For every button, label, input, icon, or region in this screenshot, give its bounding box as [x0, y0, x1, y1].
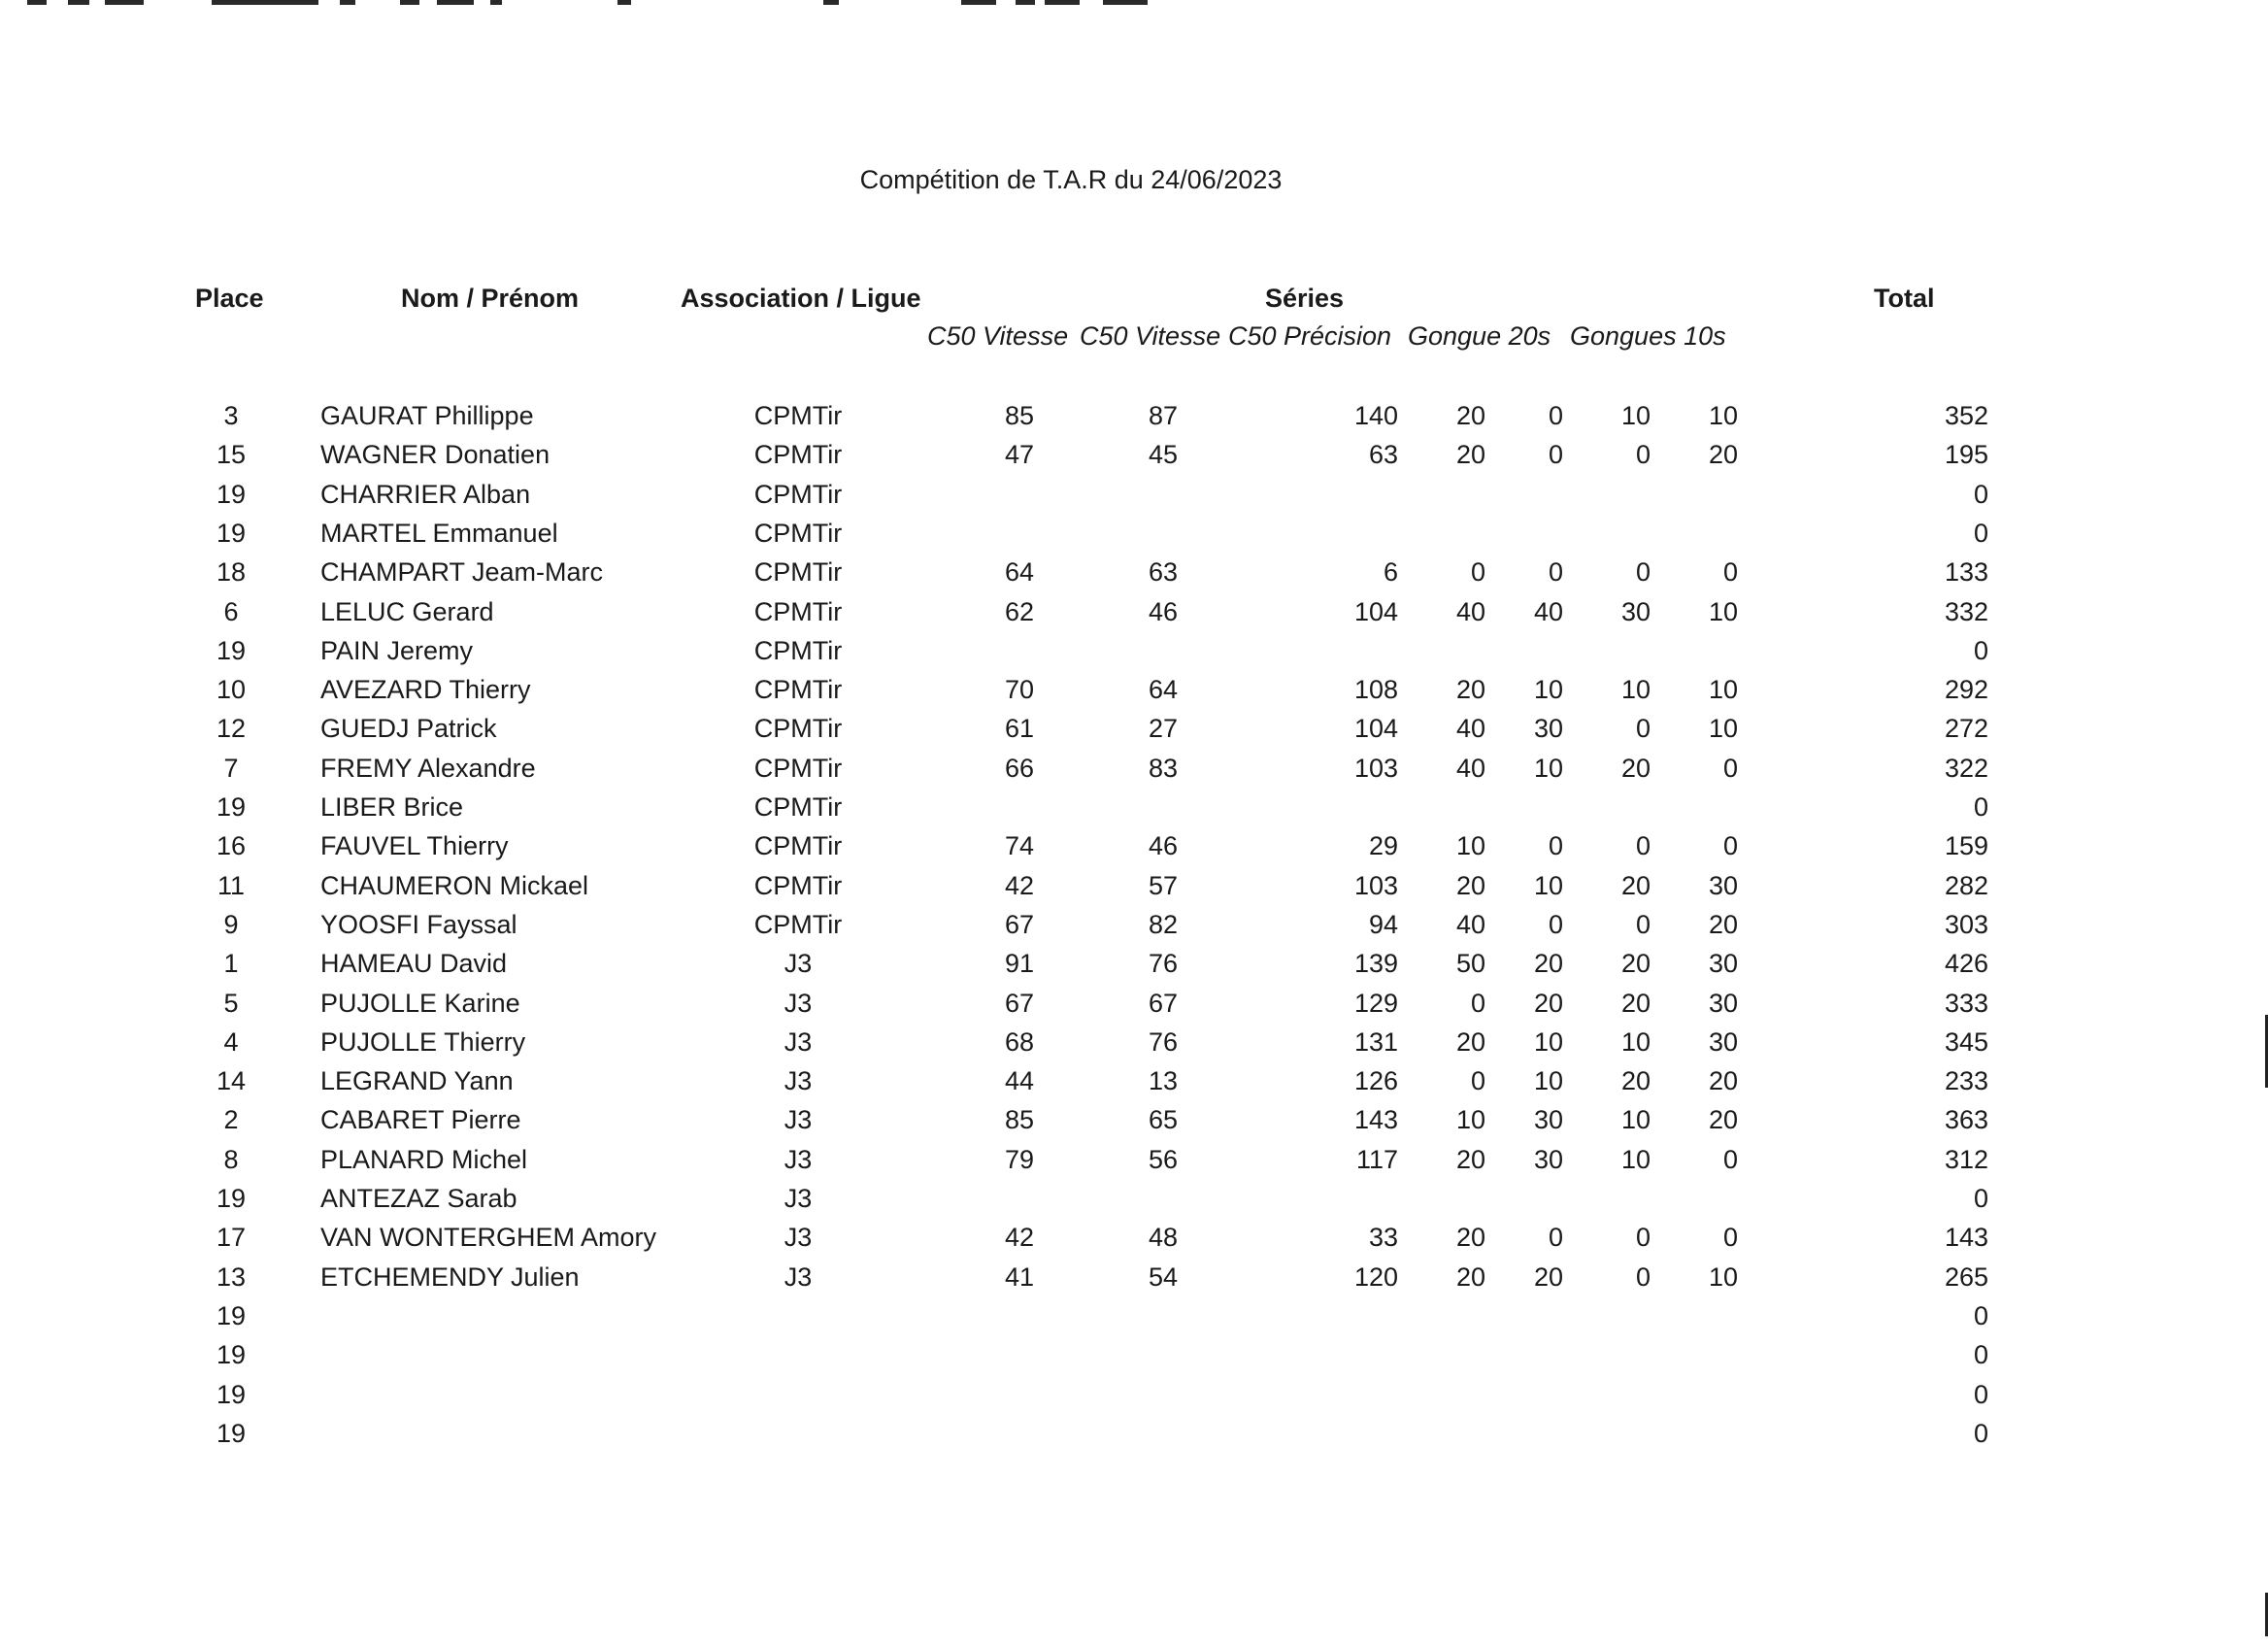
cell-association: CPMTir: [753, 754, 843, 783]
cell-gongue-20s-2: 0: [1548, 440, 1563, 469]
cell-total: 345: [1944, 1027, 1988, 1057]
cell-c50-vitesse-2: 63: [1148, 557, 1179, 587]
subheader-c50-precision: C50 Précision: [1228, 321, 1392, 351]
cell-gongues-10s-1: 30: [1620, 597, 1651, 626]
cell-name: PLANARD Michel: [320, 1145, 528, 1174]
table-row: [0, 708, 2268, 747]
cell-place: 8: [223, 1145, 239, 1174]
cell-gongues-10s-2: 20: [1708, 440, 1738, 469]
cell-c50-vitesse-2: 76: [1148, 1027, 1179, 1057]
cell-gongue-20s-1: 20: [1455, 675, 1485, 704]
cell-association: J3: [784, 949, 813, 978]
cell-total: 363: [1944, 1105, 1988, 1134]
cell-place: 17: [216, 1223, 247, 1252]
cell-c50-vitesse-1: 61: [1004, 714, 1035, 743]
subheader-c50-vitesse-1: C50 Vitesse: [927, 321, 1069, 351]
cell-total: 322: [1944, 754, 1988, 783]
cell-association: J3: [784, 989, 813, 1018]
cell-gongue-20s-1: 0: [1470, 557, 1485, 587]
subheader-gongues-10s: Gongues 10s: [1570, 321, 1726, 351]
cell-c50-precision: 103: [1353, 754, 1398, 783]
cell-place: 19: [216, 792, 247, 822]
table-row: [0, 513, 2268, 552]
cell-place: 5: [223, 989, 239, 1018]
cell-c50-vitesse-2: 54: [1148, 1262, 1179, 1292]
cell-gongue-20s-1: 20: [1455, 440, 1485, 469]
cell-name: CHARRIER Alban: [320, 480, 531, 509]
cell-gongue-20s-2: 10: [1533, 1066, 1563, 1095]
cell-name: LIBER Brice: [320, 792, 464, 822]
header-place: Place: [195, 284, 264, 313]
scan-edge-mark: [27, 0, 47, 5]
cell-c50-vitesse-1: 79: [1004, 1145, 1035, 1174]
cell-total: 282: [1944, 871, 1988, 900]
table-row: [0, 1374, 2268, 1413]
cell-place: 19: [216, 1419, 247, 1448]
cell-gongue-20s-1: 20: [1455, 1262, 1485, 1292]
table-row: [0, 395, 2268, 434]
table-row: [0, 630, 2268, 669]
cell-gongues-10s-2: 0: [1722, 831, 1738, 860]
cell-association: CPMTir: [753, 519, 843, 548]
cell-association: J3: [784, 1105, 813, 1134]
cell-gongues-10s-1: 20: [1620, 871, 1651, 900]
cell-association: J3: [784, 1066, 813, 1095]
cell-c50-vitesse-2: 56: [1148, 1145, 1179, 1174]
cell-c50-precision: 33: [1368, 1223, 1398, 1252]
cell-total: 312: [1944, 1145, 1988, 1174]
cell-name: GAURAT Phillippe: [320, 401, 534, 430]
table-row: [0, 904, 2268, 943]
cell-name: HAMEAU David: [320, 949, 508, 978]
cell-c50-precision: 104: [1353, 597, 1398, 626]
cell-gongue-20s-2: 0: [1548, 557, 1563, 587]
cell-c50-vitesse-2: 67: [1148, 989, 1179, 1018]
cell-gongues-10s-1: 0: [1635, 910, 1651, 939]
cell-gongue-20s-2: 10: [1533, 871, 1563, 900]
cell-c50-vitesse-2: 13: [1148, 1066, 1179, 1095]
cell-c50-vitesse-1: 91: [1004, 949, 1035, 978]
cell-gongues-10s-2: 10: [1708, 1262, 1738, 1292]
cell-gongues-10s-1: 0: [1635, 440, 1651, 469]
table-row: [0, 591, 2268, 630]
cell-name: LEGRAND Yann: [320, 1066, 514, 1095]
cell-place: 18: [216, 557, 247, 587]
cell-total: 333: [1944, 989, 1988, 1018]
cell-gongue-20s-2: 10: [1533, 675, 1563, 704]
cell-gongue-20s-1: 0: [1470, 1066, 1485, 1095]
cell-c50-precision: 104: [1353, 714, 1398, 743]
cell-gongue-20s-2: 40: [1533, 597, 1563, 626]
cell-name: WAGNER Donatien: [320, 440, 550, 469]
cell-c50-vitesse-1: 42: [1004, 1223, 1035, 1252]
table-row: [0, 1139, 2268, 1178]
cell-c50-precision: 103: [1353, 871, 1398, 900]
scan-edge-mark: [1103, 0, 1148, 5]
cell-gongue-20s-1: 20: [1455, 1145, 1485, 1174]
cell-place: 13: [216, 1262, 247, 1292]
table-row: [0, 943, 2268, 982]
cell-place: 3: [223, 401, 239, 430]
cell-total: 0: [1973, 636, 1988, 665]
cell-total: 0: [1973, 1419, 1988, 1448]
cell-c50-vitesse-2: 87: [1148, 401, 1179, 430]
cell-gongue-20s-1: 0: [1470, 989, 1485, 1018]
scan-edge-mark: [1045, 0, 1080, 5]
cell-c50-precision: 139: [1353, 949, 1398, 978]
cell-name: CABARET Pierre: [320, 1105, 521, 1134]
subheader-c50-vitesse-2: C50 Vitesse: [1080, 321, 1221, 351]
cell-total: 143: [1944, 1223, 1988, 1252]
cell-gongues-10s-1: 10: [1620, 1145, 1651, 1174]
cell-gongues-10s-1: 0: [1635, 1223, 1651, 1252]
table-row: [0, 1178, 2268, 1217]
cell-c50-vitesse-1: 62: [1004, 597, 1035, 626]
cell-gongues-10s-2: 20: [1708, 910, 1738, 939]
scan-edge-mark: [340, 0, 355, 5]
cell-association: CPMTir: [753, 675, 843, 704]
cell-name: CHAUMERON Mickael: [320, 871, 589, 900]
cell-gongues-10s-2: 10: [1708, 597, 1738, 626]
cell-c50-vitesse-2: 46: [1148, 597, 1179, 626]
cell-c50-precision: 120: [1353, 1262, 1398, 1292]
cell-association: J3: [784, 1145, 813, 1174]
cell-gongues-10s-2: 20: [1708, 1105, 1738, 1134]
cell-c50-vitesse-2: 76: [1148, 949, 1179, 978]
cell-association: CPMTir: [753, 480, 843, 509]
cell-c50-precision: 117: [1355, 1145, 1398, 1174]
cell-name: PAIN Jeremy: [320, 636, 474, 665]
cell-gongues-10s-1: 10: [1620, 401, 1651, 430]
cell-place: 9: [223, 910, 239, 939]
cell-gongues-10s-1: 10: [1620, 675, 1651, 704]
cell-c50-vitesse-1: 42: [1004, 871, 1035, 900]
scan-edge-mark: [617, 0, 631, 5]
cell-c50-vitesse-2: 45: [1148, 440, 1179, 469]
cell-c50-precision: 126: [1353, 1066, 1398, 1095]
cell-total: 0: [1973, 1380, 1988, 1409]
table-row: [0, 865, 2268, 904]
cell-gongue-20s-2: 0: [1548, 1223, 1563, 1252]
table-row: [0, 983, 2268, 1022]
cell-c50-vitesse-2: 64: [1148, 675, 1179, 704]
cell-total: 0: [1973, 1184, 1988, 1213]
cell-gongues-10s-2: 30: [1708, 871, 1738, 900]
table-row: [0, 748, 2268, 787]
cell-c50-vitesse-1: 85: [1004, 401, 1035, 430]
cell-place: 19: [216, 1184, 247, 1213]
cell-total: 0: [1973, 1340, 1988, 1369]
cell-c50-vitesse-1: 44: [1004, 1066, 1035, 1095]
header-series: Séries: [1265, 284, 1345, 313]
subheader-gongue-20s: Gongue 20s: [1408, 321, 1551, 351]
cell-gongues-10s-1: 20: [1620, 949, 1651, 978]
cell-gongues-10s-2: 0: [1722, 754, 1738, 783]
scan-edge-mark: [68, 0, 89, 5]
cell-total: 0: [1973, 1301, 1988, 1330]
cell-total: 233: [1944, 1066, 1988, 1095]
cell-total: 332: [1944, 597, 1988, 626]
cell-gongue-20s-2: 30: [1533, 1145, 1563, 1174]
cell-gongues-10s-2: 30: [1708, 989, 1738, 1018]
cell-gongue-20s-1: 20: [1455, 1223, 1485, 1252]
cell-association: CPMTir: [753, 401, 843, 430]
cell-gongues-10s-2: 10: [1708, 675, 1738, 704]
cell-c50-precision: 140: [1353, 401, 1398, 430]
cell-gongue-20s-1: 20: [1455, 871, 1485, 900]
cell-c50-precision: 108: [1353, 675, 1398, 704]
cell-gongue-20s-2: 30: [1533, 1105, 1563, 1134]
table-row: [0, 1257, 2268, 1295]
cell-name: LELUC Gerard: [320, 597, 494, 626]
cell-c50-vitesse-2: 65: [1148, 1105, 1179, 1134]
table-row: [0, 669, 2268, 708]
table-row: [0, 1060, 2268, 1099]
scan-edge-mark: [490, 0, 502, 5]
cell-association: CPMTir: [753, 910, 843, 939]
cell-gongue-20s-2: 10: [1533, 1027, 1563, 1057]
cell-gongues-10s-1: 0: [1635, 557, 1651, 587]
cell-association: CPMTir: [753, 440, 843, 469]
cell-gongue-20s-1: 20: [1455, 1027, 1485, 1057]
cell-total: 303: [1944, 910, 1988, 939]
cell-c50-vitesse-1: 66: [1004, 754, 1035, 783]
cell-gongues-10s-1: 20: [1620, 989, 1651, 1018]
cell-c50-vitesse-2: 27: [1148, 714, 1179, 743]
cell-gongue-20s-2: 0: [1548, 910, 1563, 939]
cell-c50-vitesse-2: 46: [1148, 831, 1179, 860]
cell-c50-vitesse-1: 74: [1004, 831, 1035, 860]
table-row: [0, 474, 2268, 513]
table-row: [0, 552, 2268, 590]
cell-gongues-10s-1: 0: [1635, 1262, 1651, 1292]
cell-association: CPMTir: [753, 831, 843, 860]
cell-gongues-10s-2: 0: [1722, 557, 1738, 587]
cell-name: VAN WONTERGHEM Amory: [320, 1223, 657, 1252]
cell-association: CPMTir: [753, 636, 843, 665]
scan-edge-mark: [400, 0, 419, 5]
cell-gongues-10s-2: 10: [1708, 401, 1738, 430]
cell-gongue-20s-2: 10: [1533, 754, 1563, 783]
cell-name: PUJOLLE Karine: [320, 989, 520, 1018]
cell-total: 272: [1944, 714, 1988, 743]
cell-gongues-10s-1: 20: [1620, 754, 1651, 783]
cell-gongues-10s-2: 30: [1708, 1027, 1738, 1057]
cell-c50-precision: 129: [1353, 989, 1398, 1018]
cell-place: 1: [223, 949, 239, 978]
document-title: Compétition de T.A.R du 24/06/2023: [859, 165, 1283, 194]
cell-c50-vitesse-1: 64: [1004, 557, 1035, 587]
cell-place: 4: [223, 1027, 239, 1057]
cell-association: CPMTir: [753, 871, 843, 900]
table-row: [0, 1334, 2268, 1373]
cell-c50-precision: 63: [1368, 440, 1398, 469]
cell-place: 14: [216, 1066, 247, 1095]
table-row: [0, 434, 2268, 473]
cell-c50-precision: 131: [1353, 1027, 1398, 1057]
cell-c50-vitesse-1: 41: [1004, 1262, 1035, 1292]
table-row: [0, 1022, 2268, 1060]
cell-gongue-20s-2: 0: [1548, 401, 1563, 430]
cell-gongues-10s-2: 20: [1708, 1066, 1738, 1095]
table-row: [0, 1099, 2268, 1138]
cell-place: 19: [216, 480, 247, 509]
cell-c50-precision: 6: [1383, 557, 1398, 587]
cell-gongues-10s-2: 0: [1722, 1145, 1738, 1174]
cell-c50-precision: 143: [1353, 1105, 1398, 1134]
cell-gongue-20s-2: 0: [1548, 831, 1563, 860]
cell-name: ANTEZAZ Sarab: [320, 1184, 517, 1213]
scan-edge-mark: [437, 0, 474, 5]
cell-c50-vitesse-1: 67: [1004, 910, 1035, 939]
cell-place: 7: [223, 754, 239, 783]
cell-gongues-10s-2: 0: [1722, 1223, 1738, 1252]
cell-total: 195: [1944, 440, 1988, 469]
cell-gongues-10s-1: 20: [1620, 1066, 1651, 1095]
cell-c50-vitesse-2: 82: [1148, 910, 1179, 939]
cell-gongue-20s-2: 20: [1533, 949, 1563, 978]
cell-name: FREMY Alexandre: [320, 754, 536, 783]
cell-c50-vitesse-1: 47: [1004, 440, 1035, 469]
cell-gongue-20s-1: 40: [1455, 714, 1485, 743]
cell-total: 352: [1944, 401, 1988, 430]
cell-gongue-20s-1: 10: [1455, 831, 1485, 860]
cell-c50-precision: 29: [1368, 831, 1398, 860]
cell-place: 10: [216, 675, 247, 704]
cell-c50-vitesse-2: 48: [1148, 1223, 1179, 1252]
cell-place: 6: [223, 597, 239, 626]
cell-c50-precision: 94: [1368, 910, 1398, 939]
scan-edge-mark: [212, 0, 318, 5]
cell-place: 16: [216, 831, 247, 860]
cell-gongue-20s-1: 20: [1455, 401, 1485, 430]
cell-association: J3: [784, 1223, 813, 1252]
cell-gongues-10s-2: 10: [1708, 714, 1738, 743]
cell-c50-vitesse-2: 83: [1148, 754, 1179, 783]
scan-edge-mark: [1016, 0, 1035, 5]
cell-gongue-20s-1: 40: [1455, 597, 1485, 626]
table-row: [0, 825, 2268, 864]
cell-association: J3: [784, 1184, 813, 1213]
cell-name: CHAMPART Jeam-Marc: [320, 557, 604, 587]
cell-name: GUEDJ Patrick: [320, 714, 497, 743]
cell-place: 12: [216, 714, 247, 743]
table-row: [0, 1295, 2268, 1334]
cell-gongue-20s-2: 20: [1533, 989, 1563, 1018]
cell-gongue-20s-1: 10: [1455, 1105, 1485, 1134]
cell-place: 19: [216, 1380, 247, 1409]
cell-place: 19: [216, 1340, 247, 1369]
scan-edge-mark: [961, 0, 996, 5]
cell-association: CPMTir: [753, 714, 843, 743]
cell-total: 0: [1973, 792, 1988, 822]
cell-total: 133: [1944, 557, 1988, 587]
cell-c50-vitesse-1: 68: [1004, 1027, 1035, 1057]
cell-place: 19: [216, 1301, 247, 1330]
cell-gongues-10s-2: 30: [1708, 949, 1738, 978]
cell-gongues-10s-1: 0: [1635, 831, 1651, 860]
cell-place: 11: [217, 871, 246, 900]
cell-name: FAUVEL Thierry: [320, 831, 509, 860]
cell-total: 292: [1944, 675, 1988, 704]
cell-gongue-20s-2: 30: [1533, 714, 1563, 743]
cell-name: MARTEL Emmanuel: [320, 519, 558, 548]
cell-c50-vitesse-2: 57: [1148, 871, 1179, 900]
cell-gongues-10s-1: 10: [1620, 1105, 1651, 1134]
cell-place: 15: [216, 440, 247, 469]
cell-name: ETCHEMENDY Julien: [320, 1262, 580, 1292]
cell-name: YOOSFI Fayssal: [320, 910, 517, 939]
table-row: [0, 787, 2268, 825]
cell-name: PUJOLLE Thierry: [320, 1027, 526, 1057]
cell-gongue-20s-1: 40: [1455, 910, 1485, 939]
cell-name: AVEZARD Thierry: [320, 675, 531, 704]
cell-gongues-10s-1: 10: [1620, 1027, 1651, 1057]
cell-c50-vitesse-1: 67: [1004, 989, 1035, 1018]
cell-total: 426: [1944, 949, 1988, 978]
cell-total: 0: [1973, 480, 1988, 509]
table-row: [0, 1413, 2268, 1452]
header-association: Association / Ligue: [681, 284, 921, 313]
cell-c50-vitesse-1: 70: [1004, 675, 1035, 704]
cell-gongue-20s-2: 20: [1533, 1262, 1563, 1292]
cell-gongues-10s-1: 0: [1635, 714, 1651, 743]
header-total: Total: [1874, 284, 1935, 313]
cell-place: 19: [216, 519, 247, 548]
cell-association: J3: [784, 1027, 813, 1057]
scan-edge-mark: [105, 0, 144, 5]
table-row: [0, 1217, 2268, 1256]
cell-place: 2: [223, 1105, 239, 1134]
cell-total: 159: [1944, 831, 1988, 860]
cell-gongue-20s-1: 40: [1455, 754, 1485, 783]
cell-association: J3: [784, 1262, 813, 1292]
cell-c50-vitesse-1: 85: [1004, 1105, 1035, 1134]
scan-edge-mark: [823, 0, 839, 5]
cell-total: 265: [1944, 1262, 1988, 1292]
cell-association: CPMTir: [753, 792, 843, 822]
cell-association: CPMTir: [753, 597, 843, 626]
cell-place: 19: [216, 636, 247, 665]
header-name: Nom / Prénom: [401, 284, 580, 313]
cell-gongue-20s-1: 50: [1455, 949, 1485, 978]
cell-total: 0: [1973, 519, 1988, 548]
cell-association: CPMTir: [753, 557, 843, 587]
